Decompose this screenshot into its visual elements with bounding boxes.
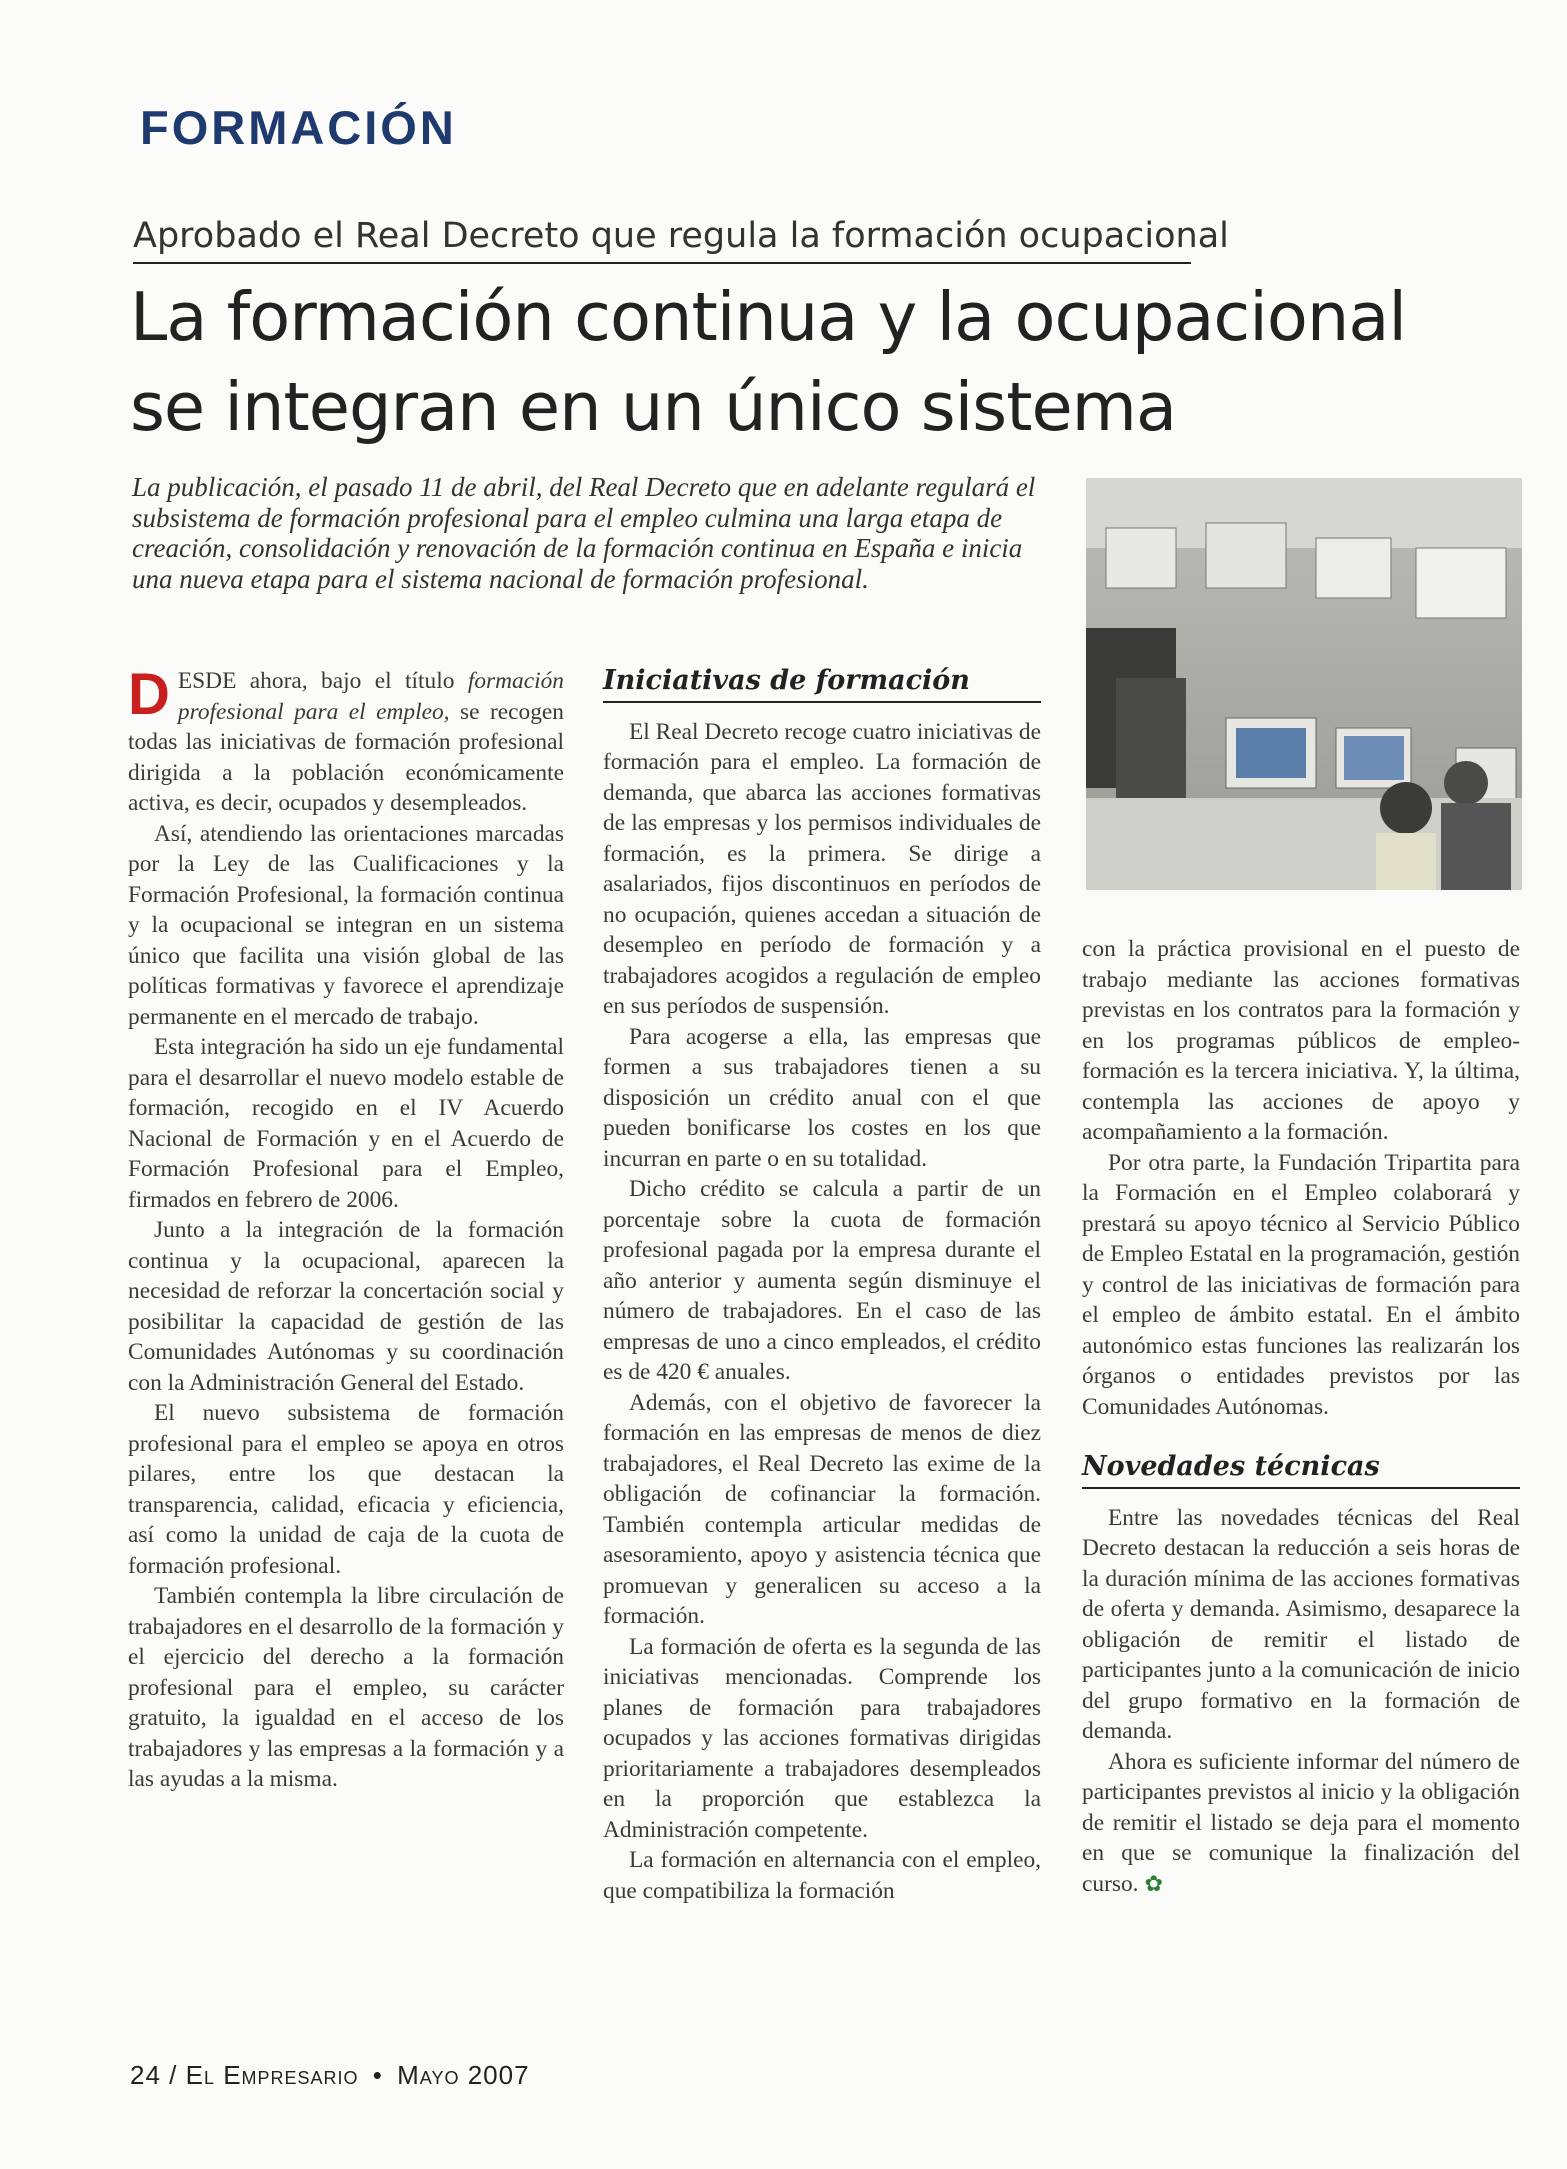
body-paragraph: Junto a la integración de la formación continua y la ocupacional, aparecen la necesidad de reforzar la concertación social y posibilitar la capacidad de gestión de las Comunidades Autónomas y su coordinación con la Administración General del Estado.: [128, 1217, 564, 1396]
intro-lead: La publicación, el pasado 11 de abril, del Real Decreto que en adelante regulará el subsistema de formación profesional para el empleo culmina una larga etapa de creación, consolidación y renovación de la formación continua en España e inicia una nueva etapa para el sistema nacional de formación profesional.: [132, 472, 1036, 594]
headline-line-2: se integran en un único sistema: [130, 368, 1177, 446]
issue-date: Mayo 2007: [397, 2060, 530, 2090]
lead-caps: ESDE: [177, 668, 237, 694]
column-2: [603, 666, 1041, 1906]
bullet-icon: •: [372, 2060, 383, 2090]
body-paragraph: El nuevo subsistema de formación profesional para el empleo se apoya en otros pilares, entre los que destacan la transparencia, calidad, eficacia y eficiencia, así como la unidad de caja de la cuota de formación profesional.: [128, 1400, 564, 1579]
subheading-iniciativas: Iniciativas de formación: [603, 666, 1041, 703]
kicker: Aprobado el Real Decreto que regula la formación ocupacional: [133, 216, 1191, 264]
body-paragraph: [1082, 1747, 1520, 1900]
subheading-novedades: Novedades técnicas: [1082, 1452, 1520, 1489]
footer-separator: /: [169, 2060, 178, 2090]
classroom-photo: [1086, 478, 1522, 890]
column-1: [128, 662, 564, 1795]
body-paragraph: Para acogerse a ella, las empresas que formen a sus trabajadores tienen a su disposición un crédito anual con el que pueden bonificarse los costes en los que incurran en parte o en su totalidad.: [603, 1023, 1041, 1172]
lead-italic: formación profesional para el empleo,: [177, 668, 564, 725]
body-paragraph: Por otra parte, la Fundación Tripartita para la Formación en el Empleo colaborará y prestará su apoyo técnico al Servicio Público de Empleo Estatal en la programación, gestión y control de las iniciativas de formación para el empleo de ámbito estatal. En el ámbito autonómico estas funciones las realizarán los órganos o entidades previstos por las Comunidades Autónomas.: [1082, 1149, 1520, 1420]
body-paragraph: El Real Decreto recoge cuatro iniciativas de formación para el empleo. La formación de demanda, que abarca las acciones formativas de las empresas y los permisos individuales de formación, es la primera. Se dirige a asalariados, fijos discontinuos en períodos de no ocupación, quienes accedan a situación de desempleo en período de formación y a trabajadores acogidos a regulación de empleo en sus períodos de suspensión.: [603, 718, 1041, 1019]
drop-cap: D: [128, 662, 170, 727]
lead-text: ahora, bajo el título: [236, 668, 468, 694]
column-3: [1082, 934, 1520, 1899]
body-paragraph: También contempla la libre circulación de trabajadores en el desarrollo de la formación y el ejercicio del derecho a la formación profesional para el empleo, su carácter gratuito, la igualdad en el acceso de los trabajadores y las empresas a la formación y a las ayudas a la misma.: [128, 1583, 564, 1792]
closing-text: Ahora es suficiente informar del número de participantes previstos al inicio y la obligación de remitir el listado se deja para el momento en que se comunique la finalización del curso.: [1082, 1748, 1520, 1897]
headline: [130, 272, 1530, 452]
lead-paragraph: [128, 662, 564, 819]
body-paragraph: La formación en alternancia con el empleo, que compatibiliza la formación: [603, 1847, 1041, 1904]
section-title: FORMACIÓN: [140, 101, 457, 154]
page-number: 24: [130, 2060, 161, 2090]
body-paragraph: Además, con el objetivo de favorecer la formación en las empresas de menos de diez trabajadores, el Real Decreto las exime de la obligación de cofinanciar la formación. También contempla articular medidas de asesoramiento, apoyo y asistencia técnica que promuevan y generalicen su acceso a la formación.: [603, 1389, 1041, 1629]
body-paragraph: Dicho crédito se calcula a partir de un porcentaje sobre la cuota de formación profesional pagada por la empresa durante el año anterior y aumenta según disminuye el número de trabajadores. En el caso de las empresas de uno a cinco empleados, el crédito es de 420 € anuales.: [603, 1176, 1041, 1385]
body-paragraph: La formación de oferta es la segunda de las iniciativas mencionadas. Comprende los planes de formación para trabajadores ocupados y las acciones formativas dirigidas prioritariamente a trabajadores desempleados en la proporción que establezca la Administración competente.: [603, 1633, 1041, 1843]
publication-name: El Empresario: [185, 2060, 359, 2090]
continued-paragraph: con la práctica provisional en el puesto de trabajo mediante las acciones formativas previstas en los contratos para la formación y en los programas públicos de empleo-formación es la tercera iniciativa. Y, la última, contempla las acciones de apoyo y acompañamiento a la formación.: [1082, 936, 1520, 1145]
lead-rest: se recogen todas las iniciativas de formación profesional dirigida a la población económicamente activa, es decir, ocupados y desempleados.: [128, 698, 564, 816]
body-paragraph: Así, atendiendo las orientaciones marcadas por la Ley de las Cualificaciones y la Formación Profesional, la formación continua y la ocupacional se integran en un sistema único que facilita una visión global de las políticas formativas y favorece el aprendizaje permanente en el mercado de trabajo.: [128, 820, 564, 1030]
page-footer: [130, 2060, 530, 2091]
body-paragraph: Esta integración ha sido un eje fundamental para el desarrollar el nuevo modelo estable de formación, recogido en el IV Acuerdo Nacional de Formación y en el Acuerdo de Formación Profesional para el Empleo, firmados en febrero de 2006.: [128, 1034, 564, 1213]
headline-line-1: La formación continua y la ocupacional: [130, 278, 1406, 356]
body-paragraph: Entre las novedades técnicas del Real Decreto destacan la reducción a seis horas de la duración mínima de las acciones formativas de oferta y demanda. Asimismo, desaparece la obligación de remitir el listado de participantes junto a la comunicación de inicio del grupo formativo en la formación de demanda.: [1082, 1504, 1520, 1744]
classroom-photo-image: [1086, 478, 1522, 890]
flower-icon: ✿: [1144, 1870, 1163, 1896]
